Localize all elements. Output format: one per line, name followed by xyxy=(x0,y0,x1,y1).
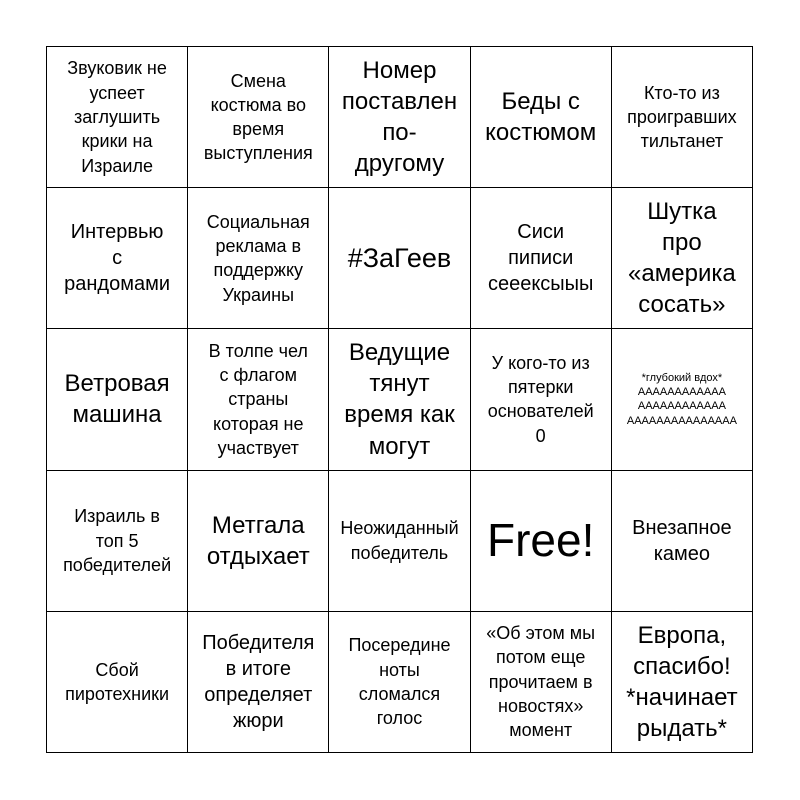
bingo-cell-text: Сиси пиписи сееексыыы xyxy=(487,221,594,296)
bingo-cell-r4c5[interactable] xyxy=(612,471,753,612)
bingo-cell-text: «Об этом мы потом еще прочитаем в новостях» момент xyxy=(486,623,596,741)
bingo-cell-r4c3[interactable] xyxy=(329,471,470,612)
bingo-cell-text: Посередине ноты сломался голос xyxy=(348,635,451,729)
bingo-cell-text: В толпе чел с флагом страны которая не участвует xyxy=(208,340,308,458)
bingo-cell-free[interactable] xyxy=(471,471,612,612)
bingo-cell-r3c4[interactable] xyxy=(471,329,612,470)
bingo-cell-text: Кто-то из проигравших тильтанет xyxy=(627,82,737,152)
bingo-cell-r1c1[interactable] xyxy=(47,47,188,188)
bingo-cell-r3c1[interactable] xyxy=(47,329,188,470)
bingo-cell-text: Интервью с рандомами xyxy=(64,221,171,296)
bingo-cell-r1c5[interactable] xyxy=(612,47,753,188)
bingo-cell-r1c3[interactable] xyxy=(329,47,470,188)
bingo-cell-text: Сбой пиротехники xyxy=(65,659,170,704)
bingo-cell-r2c3[interactable] xyxy=(329,188,470,329)
bingo-cell-text: Шутка про «америка сосать» xyxy=(628,197,736,319)
bingo-cell-text: Ведущие тянут время как могут xyxy=(344,339,455,460)
bingo-cell-text: Беды с костюмом xyxy=(485,87,597,147)
bingo-cell-r1c4[interactable] xyxy=(471,47,612,188)
bingo-cell-r2c4[interactable] xyxy=(471,188,612,329)
bingo-cell-text: Европа, спасибо! *начинает рыдать* xyxy=(626,621,738,743)
bingo-cell-r1c2[interactable] xyxy=(188,47,329,188)
bingo-board xyxy=(46,46,753,753)
bingo-cell-text: Израиль в топ 5 победителей xyxy=(63,506,172,575)
bingo-cell-text: Ветровая машина xyxy=(64,370,170,429)
bingo-cell-text: Звуковик не успеет заглушить крики на Израиле xyxy=(67,58,167,176)
bingo-cell-r3c5[interactable] xyxy=(612,329,753,470)
bingo-cell-r5c2[interactable] xyxy=(188,612,329,753)
bingo-cell-r5c5[interactable] xyxy=(612,612,753,753)
bingo-cell-text: #ЗаГеев xyxy=(347,243,452,274)
bingo-cell-r3c2[interactable] xyxy=(188,329,329,470)
bingo-cell-text: Социальная реклама в поддержку Украины xyxy=(206,211,310,305)
bingo-cell-text: Free! xyxy=(487,514,595,567)
bingo-cell-r2c2[interactable] xyxy=(188,188,329,329)
bingo-cell-text: Победителя в итоге определяет жюри xyxy=(202,631,315,732)
bingo-cell-text: Неожиданный победитель xyxy=(340,518,459,563)
bingo-cell-r2c5[interactable] xyxy=(612,188,753,329)
bingo-cell-text: Смена костюма во время выступления xyxy=(203,70,313,164)
bingo-cell-text: Номер поставлен по- другому xyxy=(341,56,458,178)
bingo-cell-r3c3[interactable] xyxy=(329,329,470,470)
bingo-cell-r4c1[interactable] xyxy=(47,471,188,612)
bingo-cell-r2c1[interactable] xyxy=(47,188,188,329)
bingo-cell-text: Метгала отдыхает xyxy=(206,511,310,570)
bingo-cell-r5c4[interactable] xyxy=(471,612,612,753)
bingo-cell-text: У кого-то из пятерки основателей 0 xyxy=(487,352,594,446)
bingo-cell-text: *глубокий вдох* АААААААААААА АААААААААААА ААААААААААААААА xyxy=(626,371,737,427)
bingo-cell-r5c1[interactable] xyxy=(47,612,188,753)
bingo-cell-r4c2[interactable] xyxy=(188,471,329,612)
bingo-cell-text: Внезапное камео xyxy=(632,516,732,565)
bingo-cell-r5c3[interactable] xyxy=(329,612,470,753)
